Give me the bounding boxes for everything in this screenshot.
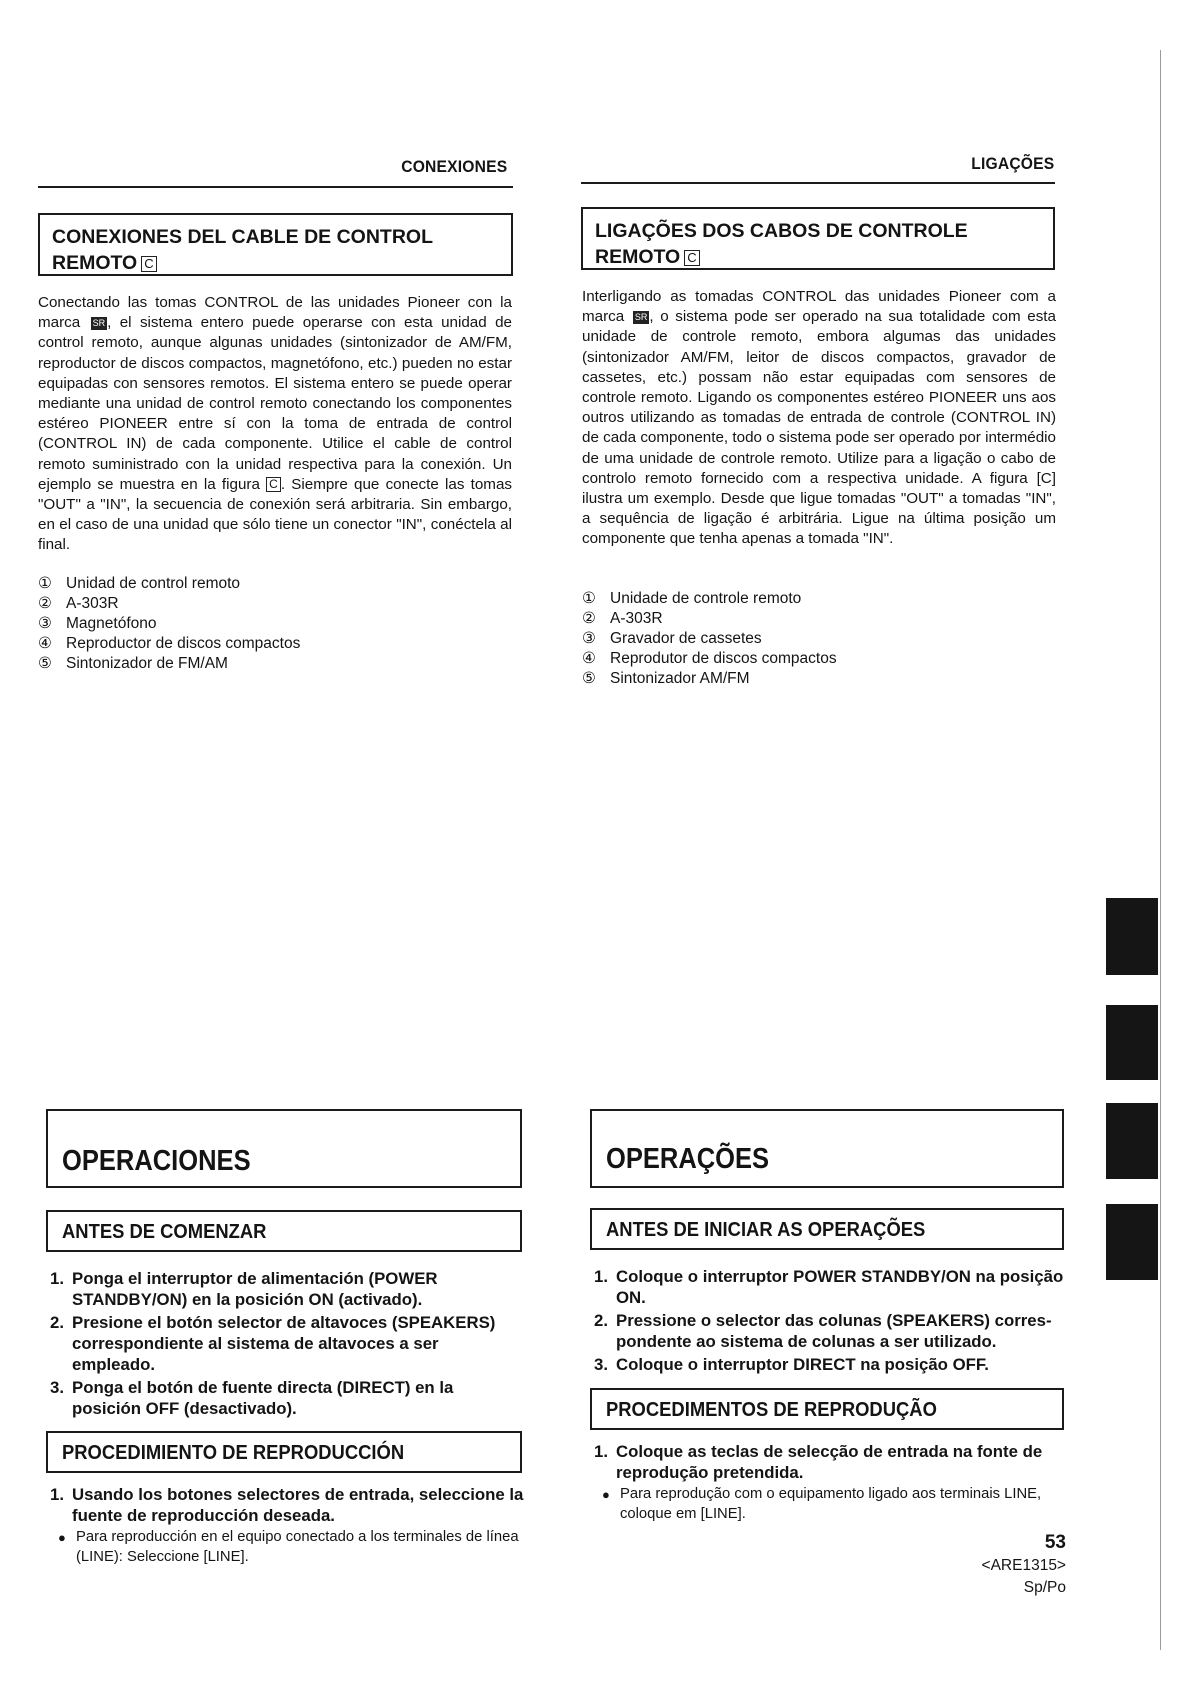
bullet-icon: ● bbox=[58, 1530, 66, 1545]
right-ops-box bbox=[590, 1109, 1064, 1188]
document-code: <ARE1315> bbox=[981, 1557, 1066, 1574]
step-text: Coloque o interruptor DIRECT na posição OFF. bbox=[616, 1355, 989, 1374]
left-ops-box bbox=[46, 1109, 522, 1188]
step-item bbox=[594, 1441, 1066, 1483]
right-paragraph-part2: , o sistema pode ser operado na sua totalidade com esta unidade de controle remoto, embora algumas das unidades (sintonizador AM/FM, leitor de discos compactos, gravador de cassetes, etc.) possam não estar equipadas com sensores de controle remoto. Ligando os componentes estéreo PIONEER uns aos outros utilizando as tomadas de entrada de controle (CONTROL IN) de cada componente, todo o sistema pode ser operado por intermédio de uma unidade de controle remoto. Utilize para a ligação o cabo de controlo remoto fornecido com a respectiva unidade. A figura [C] ilustra um exemplo. Desde que ligue tomadas "OUT" a tomadas "IN", a sequência de ligação é arbitrária. Ligue na última posição um componente que tenha apenas a tomada "IN". bbox=[582, 308, 1056, 548]
step-text: Coloque o interruptor POWER STANDBY/ON na posição ON. bbox=[616, 1267, 1064, 1307]
item-text: Sintonizador AM/FM bbox=[610, 670, 750, 687]
item-number: ⑤ bbox=[38, 655, 52, 672]
item-number: ② bbox=[38, 595, 52, 612]
left-c-tag: C bbox=[141, 256, 156, 272]
right-paragraph bbox=[582, 287, 1056, 550]
step-text: Coloque as teclas de selecção de entrada na fonte de reprodução pretendida. bbox=[616, 1442, 1043, 1482]
left-proc-box bbox=[46, 1431, 522, 1473]
right-before-title: ANTES DE INICIAR AS OPERAÇÕES bbox=[606, 1219, 926, 1241]
left-paragraph-part2: , el sistema entero puede operarse con esta unidad de control remoto, aunque algunas unidades (sintonizador de AM/FM, reproductor de discos compactos, magnetófono, etc.) pueden no estar equipadas con sensores remotos. El sistema entero se puede operar mediante una unidad de control remoto conectando los componentes estéreo PIONEER entre sí con la toma de entrada de control (CONTROL IN) de cada componente. Utilice el cable de control remoto suministrado con la unidad respectiva para la conexión. Un ejemplo se muestra en la figura bbox=[38, 314, 512, 493]
step-number: 1. bbox=[50, 1485, 64, 1504]
item-number: ② bbox=[582, 610, 596, 627]
list-item bbox=[38, 654, 512, 674]
left-item-list bbox=[38, 574, 512, 674]
step-item bbox=[50, 1377, 522, 1419]
left-section-box bbox=[38, 213, 513, 276]
step-number: 3. bbox=[50, 1378, 64, 1397]
item-text: Unidade de controle remoto bbox=[610, 590, 802, 607]
list-item bbox=[38, 614, 512, 634]
page-number: 53 bbox=[1044, 1532, 1066, 1553]
left-section-title-line2: REMOTO bbox=[52, 252, 138, 274]
side-tab-3 bbox=[1106, 1103, 1158, 1179]
step-item bbox=[594, 1310, 1064, 1352]
left-figure-c-tag: C bbox=[266, 477, 281, 492]
right-steps bbox=[594, 1266, 1064, 1377]
step-text: Ponga el interruptor de alimentación (POWER STANDBY/ON) en la posición ON (activado). bbox=[72, 1269, 438, 1309]
item-text: Magnetófono bbox=[66, 615, 157, 632]
step-text: Presione el botón selector de altavoces (SPEAKERS) correspondiente al sistema de altavoces a ser empleado. bbox=[72, 1313, 496, 1374]
sr-mark-icon: SR bbox=[92, 318, 106, 329]
step-number: 1. bbox=[594, 1442, 608, 1461]
page-footer bbox=[982, 1531, 1066, 1599]
left-steps bbox=[50, 1268, 522, 1421]
item-text: Sintonizador de FM/AM bbox=[66, 655, 228, 672]
step-item bbox=[594, 1354, 1064, 1375]
bullet-text: Para reproducción en el equipo conectado a los terminales de línea (LINE): Seleccione [LINE]. bbox=[76, 1529, 519, 1565]
left-before-title: ANTES DE COMENZAR bbox=[62, 1221, 267, 1243]
list-item bbox=[582, 629, 1056, 649]
item-text: Unidad de control remoto bbox=[66, 575, 241, 592]
item-text: Reprodutor de discos compactos bbox=[610, 650, 837, 667]
step-number: 3. bbox=[594, 1355, 608, 1374]
right-section-box bbox=[581, 207, 1055, 270]
step-item bbox=[50, 1312, 522, 1375]
step-item bbox=[50, 1484, 526, 1526]
left-section-title-line1: CONEXIONES DEL CABLE DE CONTROL bbox=[52, 226, 434, 248]
list-item bbox=[38, 634, 512, 654]
item-number: ③ bbox=[38, 615, 52, 632]
item-number: ④ bbox=[38, 635, 52, 652]
item-text: Reproductor de discos compactos bbox=[66, 635, 301, 652]
right-section-title-line2: REMOTO bbox=[595, 246, 681, 268]
step-number: 2. bbox=[594, 1311, 608, 1330]
language-code: Sp/Po bbox=[1023, 1579, 1066, 1596]
side-tab-1 bbox=[1106, 898, 1158, 975]
bullet-text: Para reprodução com o equipamento ligado aos terminais LINE, coloque em [LINE]. bbox=[620, 1486, 1042, 1522]
step-text: Pressione o selector das colunas (SPEAKERS) corres-pondente ao sistema de colunas a ser utilizado. bbox=[616, 1311, 1052, 1351]
right-paragraph-part1: Interligando as tomadas CONTROL das unidades Pioneer com a marca bbox=[582, 288, 1056, 326]
step-number: 1. bbox=[594, 1267, 608, 1286]
bullet-icon: ● bbox=[602, 1487, 610, 1502]
right-proc-steps bbox=[594, 1441, 1066, 1524]
left-paragraph-part3: . Siempre que conecte las tomas "OUT" a "IN", la secuencia de conexión será arbitraria. Sin embargo, en el caso de una unidad que sólo tiene un conector "IN", conéctela al final. bbox=[38, 475, 512, 554]
left-before-box bbox=[46, 1210, 522, 1252]
right-section-title bbox=[595, 218, 1041, 270]
right-before-box bbox=[590, 1208, 1064, 1250]
side-tab-2 bbox=[1106, 1005, 1158, 1080]
side-tab-4 bbox=[1106, 1204, 1158, 1280]
right-item-list bbox=[582, 589, 1056, 689]
step-item bbox=[50, 1268, 522, 1310]
left-header-rule bbox=[38, 186, 513, 188]
right-header: LIGAÇÕES bbox=[970, 154, 1054, 173]
item-number: ⑤ bbox=[582, 670, 596, 687]
bullet-item bbox=[594, 1485, 1066, 1524]
left-ops-title: OPERACIONES bbox=[62, 1145, 251, 1177]
step-number: 1. bbox=[50, 1269, 64, 1288]
step-text: Ponga el botón de fuente directa (DIRECT) en la posición OFF (desactivado). bbox=[72, 1378, 454, 1418]
item-number: ① bbox=[582, 590, 596, 607]
item-number: ③ bbox=[582, 630, 596, 647]
right-section-title-line1: LIGAÇÕES DOS CABOS DE CONTROLE bbox=[595, 220, 968, 242]
right-proc-box bbox=[590, 1388, 1064, 1430]
item-number: ④ bbox=[582, 650, 596, 667]
sr-mark-icon: SR bbox=[634, 312, 648, 323]
item-number: ① bbox=[38, 575, 52, 592]
list-item bbox=[582, 589, 1056, 609]
list-item bbox=[582, 609, 1056, 629]
margin-line bbox=[1160, 50, 1161, 1650]
right-c-tag: C bbox=[684, 250, 699, 266]
right-ops-title: OPERAÇÕES bbox=[606, 1143, 770, 1175]
step-text: Usando los botones selectores de entrada, seleccione la fuente de reproducción deseada. bbox=[72, 1485, 524, 1525]
right-proc-title: PROCEDIMENTOS DE REPRODUÇÃO bbox=[606, 1399, 937, 1421]
left-paragraph-part1: Conectando las tomas CONTROL de las unidades Pioneer con la marca bbox=[38, 294, 512, 332]
step-number: 2. bbox=[50, 1313, 64, 1332]
list-item bbox=[582, 649, 1056, 669]
item-text: A-303R bbox=[66, 595, 119, 612]
list-item bbox=[38, 594, 512, 614]
left-section-title bbox=[52, 224, 499, 276]
left-paragraph bbox=[38, 293, 512, 556]
list-item bbox=[38, 574, 512, 594]
bullet-item bbox=[50, 1528, 526, 1567]
item-text: A-303R bbox=[610, 610, 663, 627]
item-text: Gravador de cassetes bbox=[610, 630, 762, 647]
left-proc-title: PROCEDIMIENTO DE REPRODUCCIÓN bbox=[62, 1442, 405, 1464]
left-proc-steps bbox=[50, 1484, 526, 1567]
right-header-rule bbox=[581, 182, 1055, 184]
step-item bbox=[594, 1266, 1064, 1308]
list-item bbox=[582, 669, 1056, 689]
left-header: CONEXIONES bbox=[400, 157, 507, 176]
